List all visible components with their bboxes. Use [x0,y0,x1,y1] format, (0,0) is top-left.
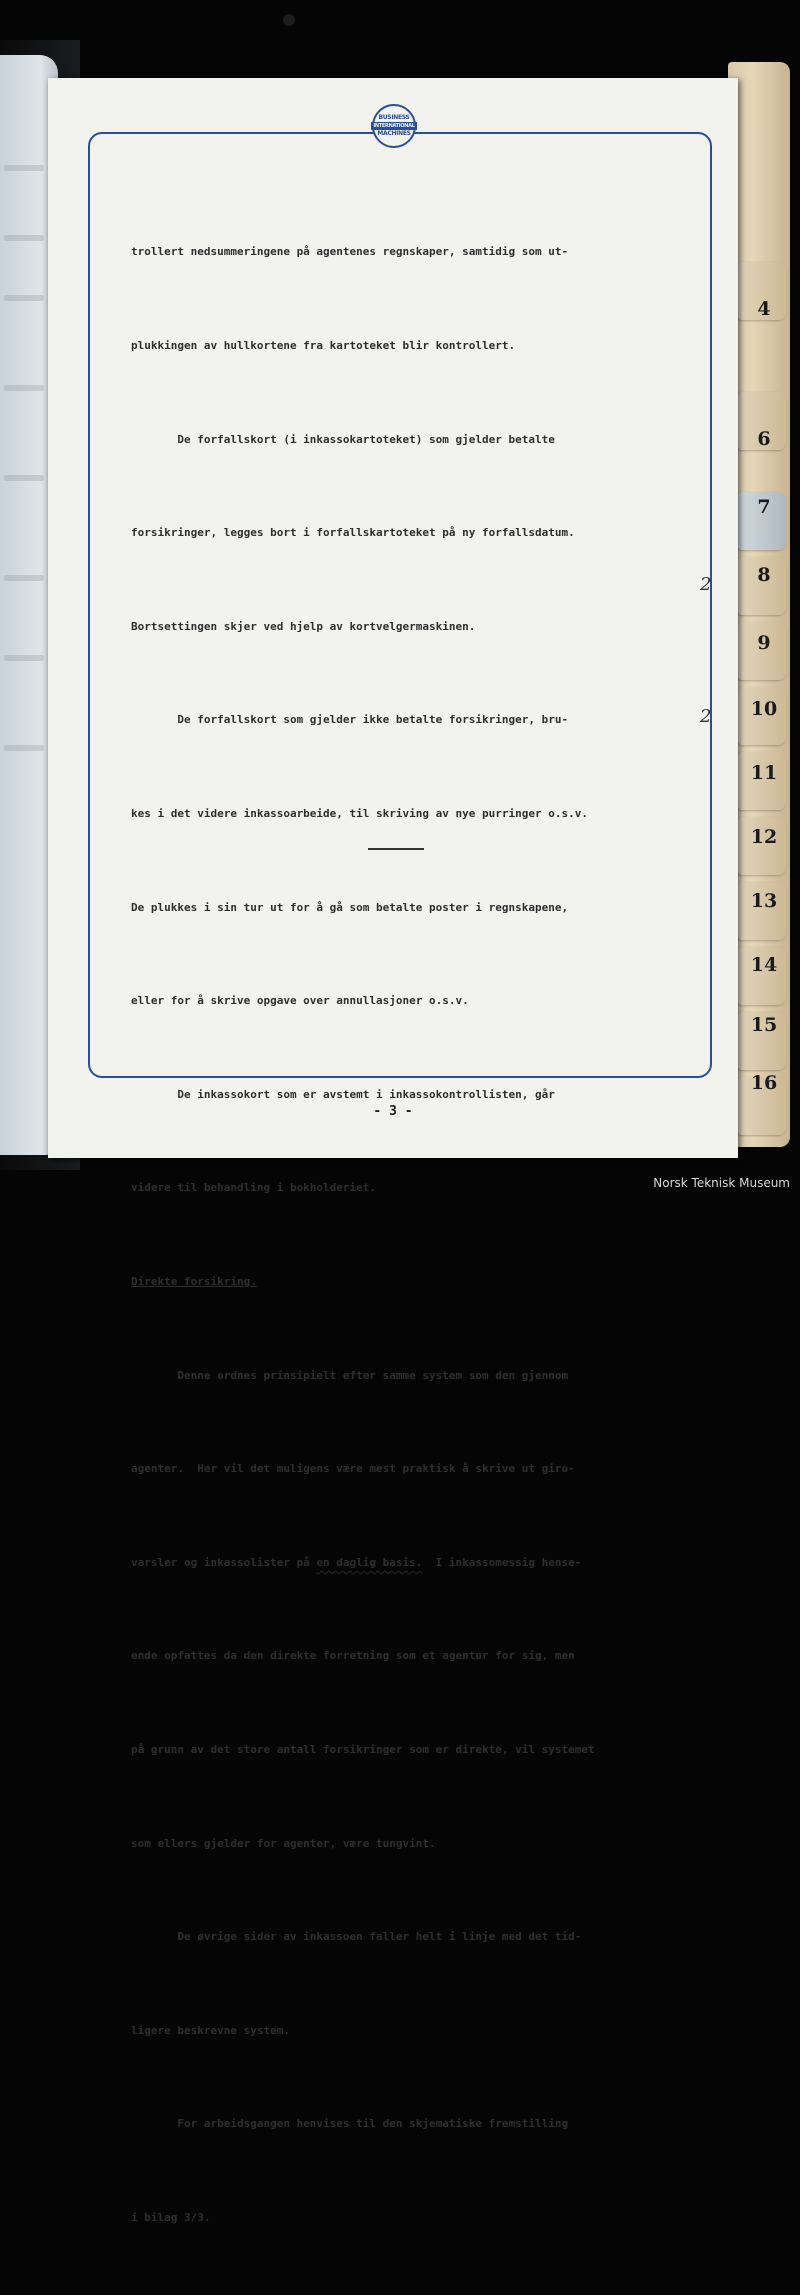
watermark-credit: Norsk Teknisk Museum [653,1176,790,1190]
index-tab-14[interactable]: 14 [750,954,778,976]
text-line: kes i det videre inkassoarbeide, til skriving av nye purringer o.s.v. [131,806,588,820]
index-tab-9[interactable]: 9 [757,632,771,654]
text-line-marked: varsler og inkassolister på en daglig basis. I inkassomessig hense- [131,1555,582,1569]
text-line: De forfallskort (i inkassokartoteket) som gjelder betalte [131,432,555,446]
handwritten-underline: en daglig basis. [316,1555,423,1569]
text-line: videre til behandling i bokholderiet. [131,1181,377,1195]
ibm-logo: BUSINESS INTERNATIONAL MACHINES [372,104,416,148]
text-line: De plukkes i sin tur ut for å gå som betalte poster i regnskapene, [131,900,569,914]
text-line: som ellers gjelder for agenter, være tungvint. [131,1836,436,1850]
typewritten-text [131,174,691,2295]
text-line: Denne ordnes prinsipielt efter samme system som den gjennom [131,1368,569,1382]
text-line: ligere beskrevne system. [131,2023,290,2037]
index-tab-6[interactable]: 6 [757,428,771,450]
handwritten-annotation: 2 [700,706,712,727]
text-line: agenter. Her vil det muligens være mest praktisk å skrive ut giro- [131,1462,575,1476]
index-tab-8[interactable]: 8 [757,564,771,586]
text-line: på grunn av det store antall forsikringer som er direkte, vil systemet [131,1742,595,1756]
index-tab-16[interactable]: 16 [750,1072,778,1094]
text-line: De inkassokort som er avstemt i inkassokontrollisten, går [131,1087,555,1101]
index-tab-7[interactable]: 7 [757,496,771,518]
index-tab-12[interactable]: 12 [750,826,778,848]
text-line: trollert nedsummeringene på agentenes regnskaper, samtidig som ut- [131,245,569,259]
index-tab-10[interactable]: 10 [750,698,778,720]
text-line: Bortsettingen skjer ved hjelp av kortvelgermaskinen. [131,619,476,633]
text-line: plukkingen av hullkortene fra kartoteket blir kontrollert. [131,339,516,352]
index-tab-13[interactable]: 13 [750,890,778,912]
end-rule [368,848,424,850]
index-tab-4[interactable]: 4 [757,298,771,320]
text-line: eller for å skrive opgave over annullasjoner o.s.v. [131,994,469,1008]
text-line: De forfallskort som gjelder ikke betalte forsikringer, bru- [131,713,569,727]
page-number: - 3 - [373,1104,413,1119]
text-line: i bilag 3/3. [131,2210,211,2224]
text-line: For arbeidsgangen henvises til den skjematiske fremstilling [131,2117,569,2131]
text-line: forsikringer, legges bort i forfallskartoteket på ny forfallsdatum. [131,526,575,540]
section-heading: Direkte forsikring. [131,1274,257,1288]
index-tab-11[interactable]: 11 [750,762,778,784]
text-line: De øvrige sider av inkassoen faller helt i linje med det tid- [131,1930,582,1944]
index-tab-15[interactable]: 15 [750,1014,778,1036]
handwritten-annotation: 2 [700,574,712,595]
text-line: ende opfattes da den direkte forretning som et agentur for sig, men [131,1649,575,1663]
binder-ring-hole [283,14,295,26]
